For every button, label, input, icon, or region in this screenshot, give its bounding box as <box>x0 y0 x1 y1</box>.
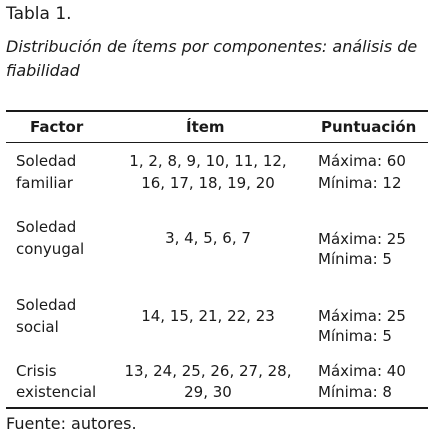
header-score: Puntuación <box>321 118 417 136</box>
row-3-score-max: Máxima: 25 <box>318 307 406 325</box>
header-item: Ítem <box>186 118 225 136</box>
row-1-factor-line-1: Soledad <box>16 152 77 170</box>
row-4-factor-line-2: existencial <box>16 383 97 401</box>
row-3-score-min: Mínima: 5 <box>318 327 392 345</box>
header-factor: Factor <box>30 118 84 136</box>
table-label: Tabla 1. <box>6 4 72 24</box>
table-caption: Distribución de ítems por componentes: análisis de fiabilidad <box>6 37 418 80</box>
row-3-factor-line-2: social <box>16 318 59 336</box>
row-2-factor-line-1: Soledad <box>16 218 77 236</box>
table-header-rule <box>6 142 428 143</box>
row-4-score-max: Máxima: 40 <box>318 362 406 380</box>
row-2-score-max: Máxima: 25 <box>318 230 406 248</box>
row-1-score-min: Mínima: 12 <box>318 174 402 192</box>
row-1-factor-line-2: familiar <box>16 174 73 192</box>
row-4-items-line-2: 29, 30 <box>184 383 232 401</box>
row-4-factor-line-1: Crisis <box>16 362 57 380</box>
row-4-items-line-1: 13, 24, 25, 26, 27, 28, <box>124 362 292 380</box>
row-2-factor-line-2: conyugal <box>16 240 85 258</box>
table-bottom-rule <box>6 407 428 409</box>
row-1-items-line-1: 1, 2, 8, 9, 10, 11, 12, <box>129 152 287 170</box>
row-3-items-line-1: 14, 15, 21, 22, 23 <box>141 307 275 325</box>
source-note: Fuente: autores. <box>6 414 137 433</box>
row-1-score-max: Máxima: 60 <box>318 152 406 170</box>
row-2-score-min: Mínima: 5 <box>318 250 392 268</box>
row-1-items-line-2: 16, 17, 18, 19, 20 <box>141 174 275 192</box>
table-top-rule <box>6 110 428 112</box>
row-3-factor-line-1: Soledad <box>16 296 77 314</box>
row-4-score-min: Mínima: 8 <box>318 383 392 401</box>
row-2-items-line-1: 3, 4, 5, 6, 7 <box>165 229 251 247</box>
